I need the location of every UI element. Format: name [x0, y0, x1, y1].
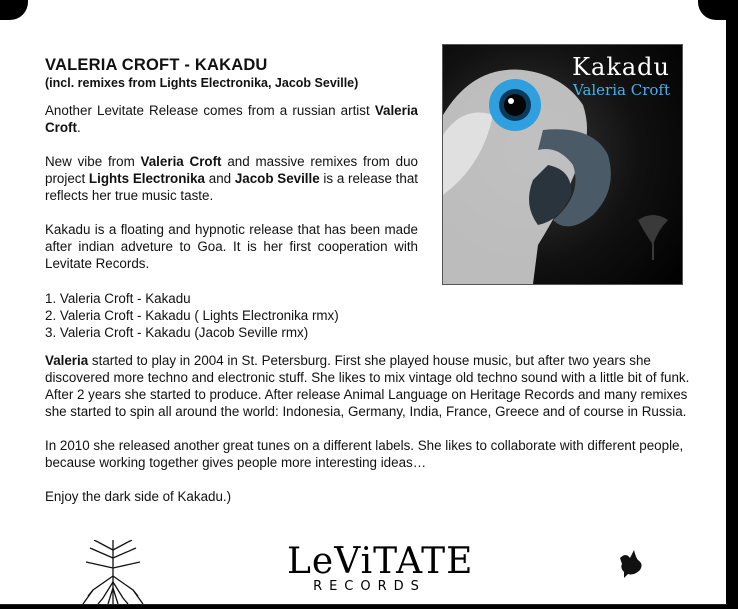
bird-icon: [618, 548, 644, 583]
intro-paragraph-3: Kakadu is a floating and hypnotic release that has been made after indian adveture to Goa. It is her first cooperation with Levitate Records.: [45, 222, 418, 271]
release-title: VALERIA CROFT - KAKADU: [45, 56, 268, 74]
levitate-logo: [287, 541, 474, 594]
tracklist: [45, 290, 339, 341]
intro-paragraph-2: New vibe from Valeria Croft and massive remixes from duo project Lights Electronika and Jacob Seville is a release that reflects her true music taste.: [45, 154, 418, 203]
bio-paragraph-1: Valeria started to play in 2004 in St. Petersburg. First she played house music, but after two years she discovered more techno and electronic stuff. She likes to mix vintage old techno sound with a little bit of funk. After 2 years she started to produce. After release Animal Language on Heritage Records and many remixes she started to spin all around the world: Indonesia, Germany, India, France, Greece and of course in Russia.: [45, 353, 690, 419]
cover-artist: Valeria Croft: [572, 81, 670, 99]
cover-title: Kakadu: [572, 53, 670, 81]
brand-sub: RECORDS: [313, 579, 426, 594]
intro-paragraph-1: Another Levitate Release comes from a russian artist Valeria Croft.: [45, 103, 418, 135]
bio-section: [45, 352, 705, 505]
brand-name: LeViTATE: [287, 541, 474, 582]
track-item: 1. Valeria Croft - Kakadu: [45, 291, 191, 306]
track-item: 3. Valeria Croft - Kakadu (Jacob Seville rmx): [45, 325, 309, 340]
bio-paragraph-2: In 2010 she released another great tunes on a different labels. She likes to collaborate with different people, because working together gives people more interesting ideas…: [45, 438, 684, 470]
panel-corner: [698, 0, 726, 20]
album-cover: [442, 44, 683, 285]
tree-roots-icon: [78, 540, 148, 609]
bio-paragraph-3: Enjoy the dark side of Kakadu.): [45, 489, 232, 504]
intro-column: [45, 55, 418, 272]
release-subtitle: (incl. remixes from Lights Electronika, Jacob Seville): [45, 76, 359, 90]
track-item: 2. Valeria Croft - Kakadu ( Lights Electronika rmx): [45, 308, 339, 323]
window-edge: [726, 0, 738, 604]
panel-corner: [0, 0, 28, 20]
